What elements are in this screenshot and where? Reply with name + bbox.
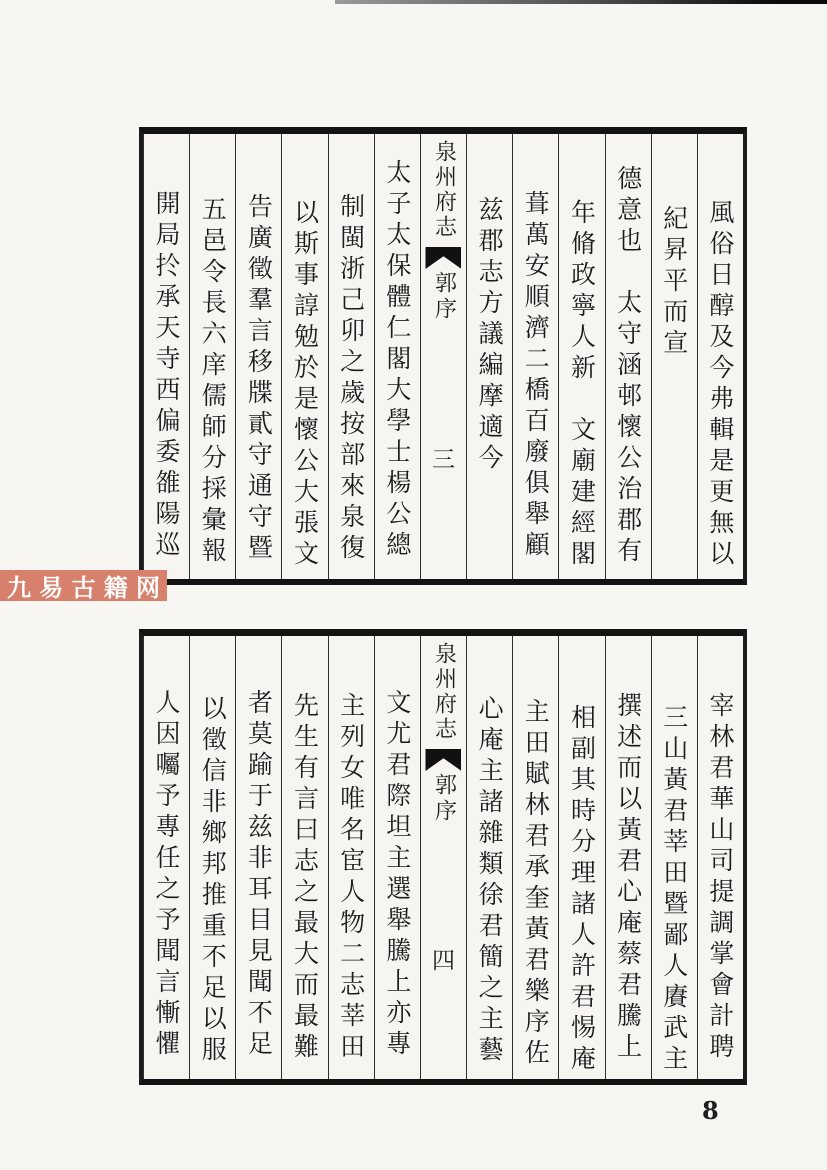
- scan-edge-artifact: [335, 0, 827, 4]
- section-title: 郭序: [431, 271, 457, 323]
- column-text: 者莫踰于兹非耳目見聞不足: [244, 689, 274, 1061]
- column-text: 葺萬安順濟二橋百廢俱舉顧: [521, 190, 551, 562]
- text-column: [512, 134, 558, 579]
- section-title: 郭序: [431, 773, 457, 825]
- column-text: 五邑令長六庠儒師分採彙報: [198, 196, 228, 568]
- column-text: 先生有言曰志之最大而最難: [290, 692, 320, 1064]
- column-text: 人因囑予專任之予聞言慚懼: [152, 689, 182, 1061]
- column-text: 撰述而以黃君心庵蔡君騰上: [613, 692, 643, 1064]
- text-column: [697, 636, 743, 1079]
- column-text: 以斯事諄勉於是懷公大張文: [290, 199, 320, 571]
- text-column: [189, 636, 235, 1079]
- column-text: 太子太保體仁閣大學士楊公總: [382, 159, 412, 562]
- text-column: [143, 636, 189, 1079]
- text-column: [374, 636, 420, 1079]
- book-title: 泉州府志: [431, 642, 457, 742]
- column-text: 紀昇平而宣: [659, 205, 689, 360]
- text-column: [328, 636, 374, 1079]
- book-title: 泉州府志: [431, 140, 457, 240]
- text-column: [605, 636, 651, 1079]
- upper-page-block: [139, 127, 747, 585]
- column-text: 文尤君際坦主選舉騰上亦專: [382, 689, 412, 1061]
- watermark-char: 古: [71, 574, 96, 602]
- text-column: [374, 134, 420, 579]
- text-column: [466, 134, 512, 579]
- lower-page-block: [139, 629, 747, 1085]
- text-column: [281, 636, 327, 1079]
- text-column: [512, 636, 558, 1079]
- text-column: [328, 134, 374, 579]
- text-column: [558, 134, 604, 579]
- upper-center-column: [420, 134, 466, 579]
- watermark-char: 籍: [103, 574, 128, 602]
- lower-center-column: [420, 636, 466, 1079]
- column-text: 兹郡志方議編摩適今: [475, 196, 505, 475]
- column-text: 風俗日醇及今弗輯是更無以: [705, 199, 735, 571]
- watermark-char: 九: [7, 574, 31, 602]
- column-text: 宰林君華山司提調掌會計聘: [705, 692, 735, 1064]
- text-column: [605, 134, 651, 579]
- fishtail-mark-icon: [425, 247, 461, 269]
- text-column: [558, 636, 604, 1079]
- text-column: [281, 134, 327, 579]
- watermark-banner: [0, 570, 167, 601]
- text-column: [651, 134, 697, 579]
- text-column: [466, 636, 512, 1079]
- column-text: 以徵信非鄉邦推重不足以服: [198, 695, 228, 1067]
- column-text: 年脩政寧人新 文廟建經閣: [567, 199, 597, 571]
- fishtail-mark-icon: [425, 749, 461, 771]
- watermark-char: 网: [136, 574, 160, 602]
- column-text: 制閩浙己卯之歲按部來泉復: [336, 193, 366, 565]
- page-number: 8: [702, 1096, 719, 1125]
- column-text: 告廣徵羣言移牒貳守通守暨: [244, 193, 274, 565]
- column-text: 開局扵承天寺西偏委雒陽巡: [152, 190, 182, 562]
- text-column: [235, 636, 281, 1079]
- text-column: [189, 134, 235, 579]
- watermark-char: 易: [39, 574, 64, 602]
- column-text: 相副其時分理諸人許君惕庵: [567, 704, 597, 1076]
- column-text: 心庵主諸雜類徐君簡之主藝: [475, 695, 505, 1067]
- column-text: 三山黃君莘田暨鄙人賡武主: [659, 704, 689, 1076]
- text-column: [697, 134, 743, 579]
- text-column: [235, 134, 281, 579]
- text-column: [143, 134, 189, 579]
- text-column: [651, 636, 697, 1079]
- folio-number: 四: [431, 947, 455, 974]
- folio-number: 三: [431, 447, 455, 474]
- column-text: 主田賦林君承奎黃君樂序佐: [521, 698, 551, 1070]
- column-text: 德意也 太守涵邨懷公治郡有: [613, 165, 643, 568]
- column-text: 主列女唯名宦人物二志莘田: [336, 692, 366, 1064]
